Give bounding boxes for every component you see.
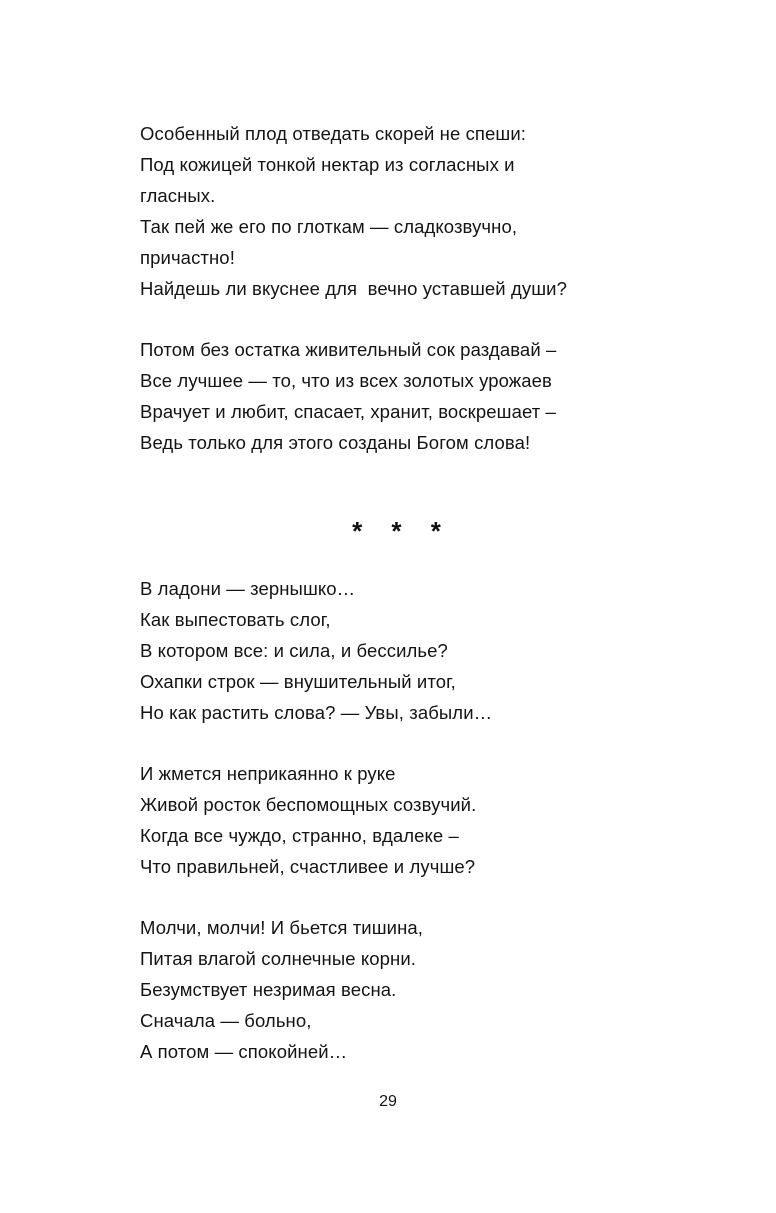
poem-line: Питая влагой солнечные корни. <box>140 948 417 969</box>
poem-line: Особенный плод отведать скорей не спеши: <box>140 123 527 144</box>
stanza <box>140 758 656 882</box>
poem-line: Ведь только для этого созданы Богом слова! <box>140 432 531 453</box>
poem-line: Что правильней, счастливее и лучше? <box>140 856 476 877</box>
poem-line: А потом — спокойней… <box>140 1041 348 1062</box>
page-number: 29 <box>379 1093 397 1110</box>
poem-line: Под кожицей тонкой нектар из согласных и <box>140 154 515 175</box>
stanza <box>140 912 656 1067</box>
stanza-gap <box>140 882 656 912</box>
poem-line: В ладони — зернышко… <box>140 578 356 599</box>
poem-line: Найдешь ли вкуснее для вечно уставшей души? <box>140 278 567 299</box>
section-separator: * * * <box>352 516 452 546</box>
stanza-gap <box>140 304 656 334</box>
poem-line: Врачует и любит, спасает, хранит, воскрешает – <box>140 401 556 422</box>
poem-line: И жмется неприкаянно к руке <box>140 763 396 784</box>
poem-line: Потом без остатка живительный сок раздавай – <box>140 339 557 360</box>
poem-line: Но как растить слова? — Увы, забыли… <box>140 702 493 723</box>
poem-line: Когда все чуждо, странно, вдалеке – <box>140 825 459 846</box>
poem-line: Как выпестовать слог, <box>140 609 331 630</box>
poem-line: Все лучшее — то, что из всех золотых урожаев <box>140 370 552 391</box>
stanza <box>140 573 656 728</box>
poem-line: В котором все: и сила, и бессилье? <box>140 640 448 661</box>
poem-first <box>140 118 656 458</box>
poem-line: Безумствует незримая весна. <box>140 979 397 1000</box>
stanza <box>140 334 656 458</box>
poem-line: Молчи, молчи! И бьется тишина, <box>140 917 424 938</box>
poem-line: Сначала — больно, <box>140 1010 312 1031</box>
poem-line: причастно! <box>140 247 235 268</box>
poem-line: Так пей же его по глоткам — сладкозвучно, <box>140 216 518 237</box>
stanza-gap <box>140 728 656 758</box>
stanza <box>140 118 656 304</box>
poem-line: Живой росток беспомощных созвучий. <box>140 794 477 815</box>
poem-line: гласных. <box>140 185 216 206</box>
poem-second <box>140 573 656 1067</box>
poem-line: Охапки строк — внушительный итог, <box>140 671 456 692</box>
